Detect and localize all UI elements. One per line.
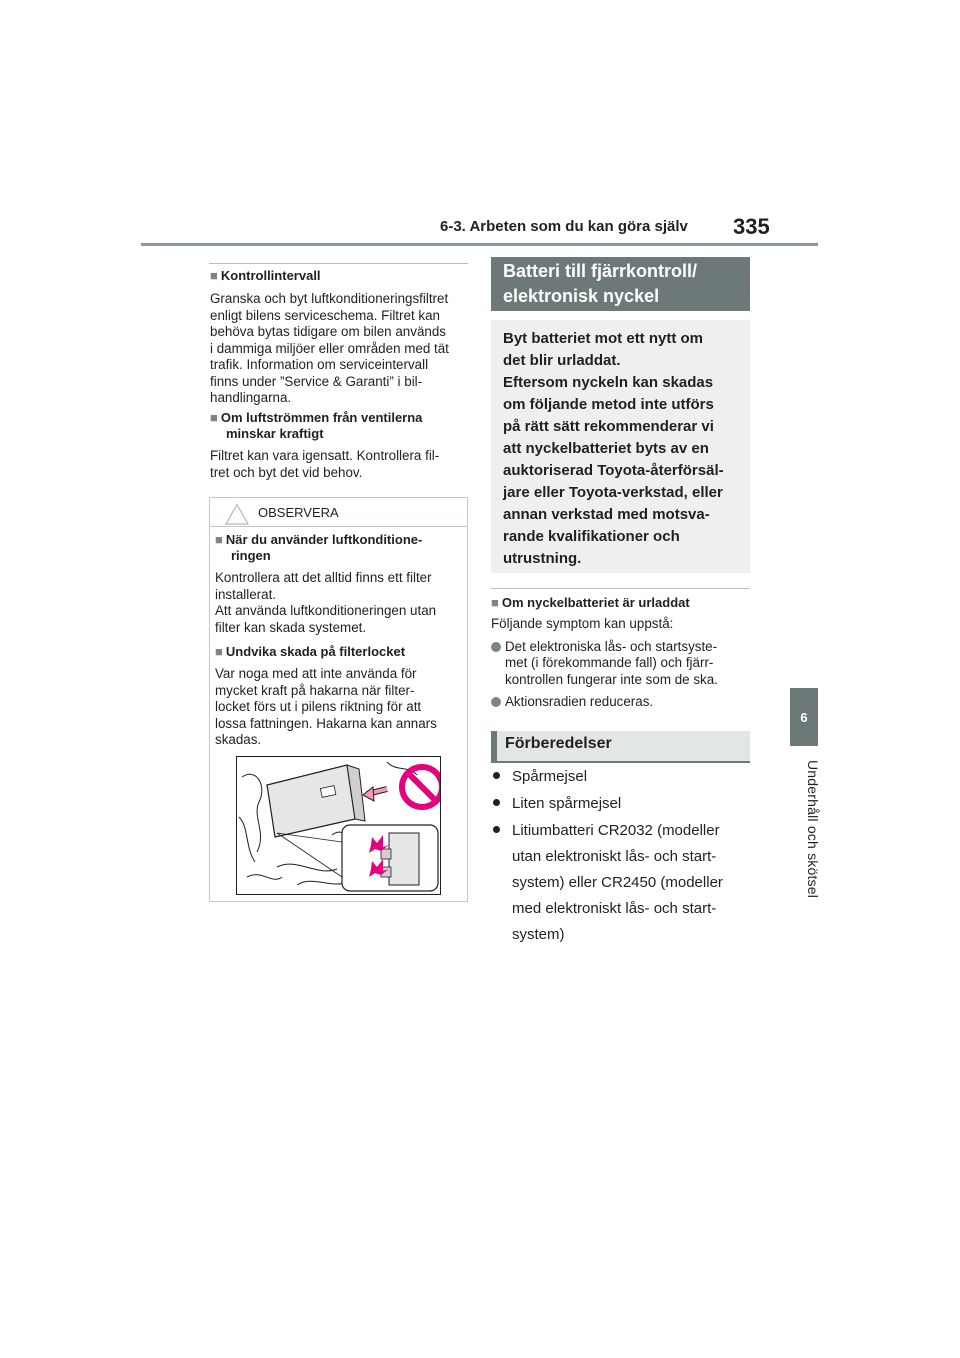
- page-number: 335: [733, 214, 770, 239]
- check-interval-section: [210, 268, 472, 407]
- airflow-section: [210, 410, 472, 481]
- using-ac-text: Kontrollera att det alltid finns ett filter installerat. Att använda luftkonditioneringen utan filter kan skada systemet.: [215, 570, 437, 635]
- battery-intro-box: Byt batteriet mot ett nytt om det blir urladdat. Eftersom nyckeln kan skadas om följande metod inte utförs på rätt sätt rekommenderar vi att nyckelbatteriet byts av en auktoriserad Toyota-återförsäl- jare eller Toyota-verkstad, eller annan verkstad med motsva- rande kvalifikationer och utrustning.: [491, 320, 750, 573]
- bullet-icon: [493, 799, 500, 806]
- filter-cover-illustration: [236, 756, 441, 895]
- check-interval-heading: ■ Kontrollintervall: [210, 268, 321, 283]
- square-bullet-icon: ■: [210, 410, 218, 425]
- filter-cover-heading: ■ Undvika skada på filterlocket: [215, 644, 406, 659]
- filter-cover-drawing: [237, 757, 441, 895]
- notice-label: OBSERVERA: [258, 505, 339, 520]
- symptom-list-item: Aktionsradien reduceras.: [491, 694, 753, 711]
- notice-using-ac: [215, 532, 467, 636]
- section-divider: [491, 588, 750, 589]
- list-item: Spårmejsel: [491, 764, 761, 790]
- notice-filter-cover: [215, 644, 467, 749]
- battery-section-heading: Batteri till fjärrkontroll/ elektronisk nyckel: [491, 257, 750, 311]
- chapter-title: Underhåll och skötsel: [805, 760, 821, 899]
- square-bullet-icon: ■: [491, 595, 499, 610]
- list-item: Liten spårmejsel: [491, 791, 761, 817]
- preparations-heading: Förberedelser: [491, 731, 750, 763]
- discharged-section: [491, 595, 753, 711]
- section-title: 6-3. Arbeten som du kan göra själv: [440, 218, 688, 235]
- airflow-heading: ■ Om luftströmmen från ventilerna minskar kraftigt: [210, 410, 423, 441]
- using-ac-heading: ■ När du använder luftkonditione- ringen: [215, 532, 423, 563]
- round-bullet-icon: [491, 697, 501, 707]
- square-bullet-icon: ■: [210, 268, 218, 283]
- section-divider: [209, 263, 468, 264]
- bullet-icon: [493, 772, 500, 779]
- symptom-list-item: Det elektroniska lås- och startsyste- met (i förekommande fall) och fjärr- kontrollen fungerar inte som de ska.: [491, 639, 753, 689]
- check-interval-text: Granska och byt luftkonditioneringsfiltret enligt bilens serviceschema. Filtret kan behöva bytas tidigare om bilen används i dammiga miljöer eller områden med tät trafik. Information om serviceintervall finns under ”Service & Garanti” i bil- handlingarna.: [210, 291, 449, 405]
- square-bullet-icon: ■: [215, 644, 223, 659]
- chapter-tab[interactable]: 6: [790, 688, 818, 746]
- square-bullet-icon: ■: [215, 532, 223, 547]
- preparations-list: [491, 764, 761, 948]
- list-item: Litiumbatteri CR2032 (modeller utan elektroniskt lås- och start- system) eller CR2450 (modeller med elektroniskt lås- och start- system): [491, 818, 761, 948]
- airflow-text: Filtret kan vara igensatt. Kontrollera fil- tret och byt det vid behov.: [210, 448, 440, 480]
- discharged-heading: ■ Om nyckelbatteriet är urladdat: [491, 595, 690, 610]
- round-bullet-icon: [491, 642, 501, 652]
- bullet-icon: [493, 826, 500, 833]
- filter-cover-text: Var noga med att inte använda för mycket kraft på hakarna när filter- locket förs ut i pilens riktning för att lossa fattningen. Hakarna kan annars skadas.: [215, 666, 437, 747]
- warning-triangle-icon: [225, 503, 249, 525]
- header-rule: [141, 243, 818, 246]
- discharged-intro: Följande symptom kan uppstå:: [491, 616, 674, 631]
- notice-separator: [209, 526, 468, 527]
